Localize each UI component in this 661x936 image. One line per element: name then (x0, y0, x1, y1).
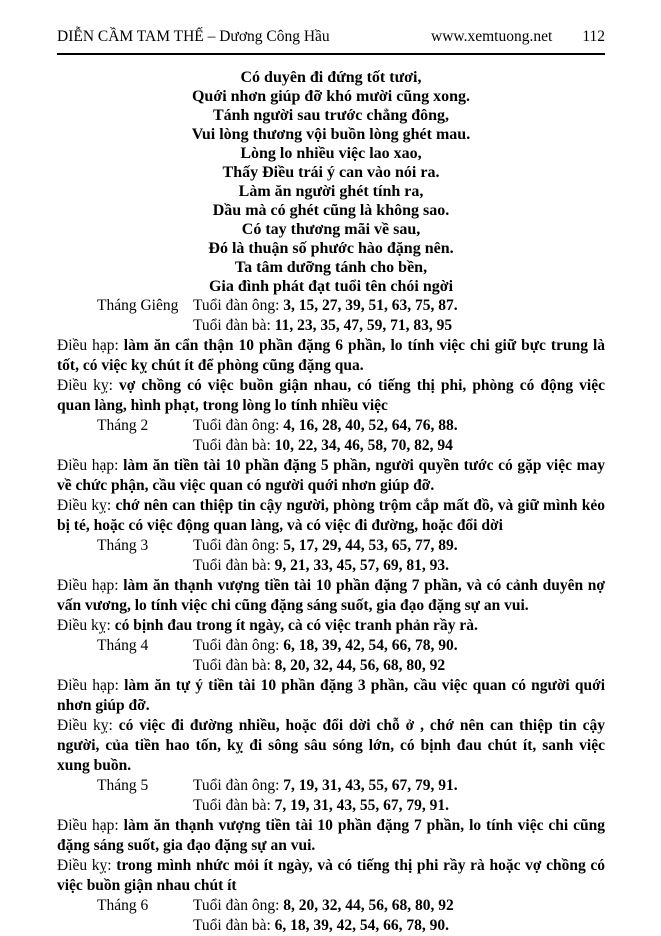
men-ages-row (57, 636, 605, 656)
men-ages-row (57, 776, 605, 796)
men-ages-row (57, 416, 605, 436)
women-ages-row (57, 916, 605, 936)
men-ages-line (193, 296, 458, 316)
ky-paragraph (57, 496, 605, 536)
month-name: Tháng 4 (97, 637, 149, 654)
poem-line: Quới nhơn giúp đỡ khó mười cũng xong. (191, 88, 471, 105)
women-ages-label: Tuổi đàn bà: (193, 317, 271, 334)
poem-line: Làm ăn người ghét tính ra, (238, 183, 424, 200)
men-ages-row (57, 896, 605, 916)
month-name: Tháng 6 (97, 897, 149, 914)
month-name-spacer (97, 436, 193, 456)
men-ages-row (57, 536, 605, 556)
ky-label: Điều kỵ: (57, 857, 112, 874)
hap-text: làm ăn thạnh vượng tiền tài 10 phần đặng 7 phần, lo tính việc chi cũng đặng sáng suốt, gia đạo đặng sự an vui. (57, 817, 605, 854)
poem-line: Ta tâm dưỡng tánh cho bền, (234, 259, 428, 276)
men-ages-label: Tuổi đàn ông: (193, 637, 280, 654)
hap-text: làm ăn thạnh vượng tiền tài 10 phần đặng 7 phần, và có cảnh duyên nợ vấn vương, lo tính việc chi cũng đặng sáng suốt, gia đạo đặng sự an vui. (57, 577, 605, 614)
page-number: 112 (582, 28, 605, 45)
men-ages-label: Tuổi đàn ông: (193, 897, 280, 914)
hap-text: làm ăn cẩn thận 10 phần đặng 6 phần, lo tính việc chi giữ bực trung là tốt, có việc kỵ chút ít để phòng cũng đặng qua. (57, 337, 605, 374)
month-section-giieng (57, 296, 605, 416)
women-ages-label: Tuổi đàn bà: (193, 657, 271, 674)
women-ages-row (57, 436, 605, 456)
women-ages-values: 10, 22, 34, 46, 58, 70, 82, 94 (274, 437, 453, 454)
poem-line: Thấy Điều trái ý can vào nói ra. (222, 164, 440, 181)
hap-text: làm ăn tiền tài 10 phần đặng 5 phần, người quyền tước có gặp việc may về chức phận, cầu việc quan có người quới nhơn giúp đỡ. (57, 457, 605, 494)
ky-text: có việc đi đường nhiều, hoặc đổi dời chỗ ở , chớ nên can thiệp tin cậy người, của tiền hao tốn, kỵ đi sông sâu sóng lớn, có bịnh đau chút ít, sanh việc xung buồn. (57, 717, 606, 774)
women-ages-row (57, 556, 605, 576)
month-name: Tháng 5 (97, 777, 149, 794)
hap-label: Điều hạp: (57, 677, 119, 694)
poem-line: Đó là thuận số phước hào đặng nên. (208, 240, 454, 257)
hap-paragraph (57, 456, 605, 496)
men-ages-line (193, 636, 458, 656)
men-ages-row (57, 296, 605, 316)
month-name-spacer (97, 556, 193, 576)
women-ages-values: 9, 21, 33, 45, 57, 69, 81, 93. (274, 557, 450, 574)
ky-paragraph (57, 376, 605, 416)
ky-label: Điều kỵ: (57, 717, 113, 734)
men-ages-label: Tuổi đàn ông: (193, 777, 280, 794)
month-section-6 (57, 896, 605, 936)
men-ages-values: 3, 15, 27, 39, 51, 63, 75, 87. (283, 297, 458, 314)
hap-paragraph (57, 676, 605, 716)
women-ages-line (193, 916, 449, 936)
month-name-spacer (97, 316, 193, 336)
women-ages-row (57, 656, 605, 676)
women-ages-label: Tuổi đàn bà: (193, 797, 271, 814)
hap-label: Điều hạp: (57, 457, 119, 474)
ky-paragraph (57, 856, 605, 896)
ky-paragraph (57, 616, 605, 636)
month-name: Tháng 3 (97, 537, 149, 554)
poem-line: Có tay thương mãi về sau, (241, 221, 421, 238)
month-section-5 (57, 776, 605, 896)
women-ages-values: 11, 23, 35, 47, 59, 71, 83, 95 (274, 317, 453, 334)
month-name: Tháng Giêng (97, 297, 179, 314)
men-ages-values: 4, 16, 28, 40, 52, 64, 76, 88. (283, 417, 458, 434)
book-title: DIỄN CẦM TAM THẾ – Dương Công Hầu (57, 28, 330, 45)
men-ages-line (193, 896, 454, 916)
women-ages-row (57, 316, 605, 336)
women-ages-line (193, 436, 453, 456)
women-ages-label: Tuổi đàn bà: (193, 917, 271, 934)
ky-label: Điều kỵ: (57, 377, 113, 394)
poem-line: Vui lòng thương vội buồn lòng ghét mau. (191, 126, 471, 143)
women-ages-line (193, 556, 449, 576)
women-ages-line (193, 656, 445, 676)
ky-text: có bịnh đau trong ít ngày, cà có việc tranh phản rầy rà. (114, 617, 478, 634)
ky-label: Điều kỵ: (57, 617, 111, 634)
men-ages-values: 8, 20, 32, 44, 56, 68, 80, 92 (283, 897, 454, 914)
month-name-spacer (97, 656, 193, 676)
hap-label: Điều hạp: (57, 337, 119, 354)
month-section-4 (57, 636, 605, 776)
month-section-3 (57, 536, 605, 636)
website-text: www.xemtuong.net (431, 28, 553, 45)
men-ages-values: 6, 18, 39, 42, 54, 66, 78, 90. (283, 637, 458, 654)
men-ages-label: Tuổi đàn ông: (193, 417, 280, 434)
ky-text: trong mình nhức mỏi ít ngày, và có tiếng thị phi rầy rà hoặc vợ chồng có việc buồn giận nhau chút ít (57, 857, 606, 894)
poem-line: Lòng lo nhiều việc lao xao, (240, 145, 422, 162)
men-ages-values: 7, 19, 31, 43, 55, 67, 79, 91. (283, 777, 458, 794)
men-ages-label: Tuổi đàn ông: (193, 537, 280, 554)
women-ages-line (193, 316, 452, 336)
men-ages-line (193, 416, 458, 436)
poem-line: Gia đình phát đạt tuổi tên chói ngời (208, 278, 454, 295)
women-ages-values: 7, 19, 31, 43, 55, 67, 79, 91. (274, 797, 450, 814)
poem-line: Dầu mà có ghét cũng là không sao. (212, 202, 450, 219)
hap-paragraph (57, 816, 605, 856)
month-name: Tháng 2 (97, 417, 149, 434)
hap-label: Điều hạp: (57, 817, 119, 834)
ky-paragraph (57, 716, 605, 776)
women-ages-row (57, 796, 605, 816)
ky-label: Điều kỵ: (57, 497, 112, 514)
hap-text: làm ăn tự ý tiền tài 10 phần đặng 3 phần, cầu việc quan có người quới nhơn giúp đỡ. (57, 677, 605, 714)
men-ages-values: 5, 17, 29, 44, 53, 65, 77, 89. (283, 537, 458, 554)
header-divider (57, 53, 605, 55)
women-ages-label: Tuổi đàn bà: (193, 557, 271, 574)
men-ages-line (193, 776, 458, 796)
page-header (57, 28, 605, 46)
women-ages-label: Tuổi đàn bà: (193, 437, 271, 454)
hap-label: Điều hạp: (57, 577, 119, 594)
poem-line: Có duyên đi đứng tốt tươi, (240, 69, 422, 86)
ky-text: vợ chồng có việc buồn giận nhau, có tiếng thị phi, phòng có động việc quan làng, hình phạt, trong lòng lo tính nhiều việc (57, 377, 606, 414)
poem-line: Tánh người sau trước chẳng đông, (212, 107, 450, 124)
women-ages-line (193, 796, 449, 816)
women-ages-values: 6, 18, 39, 42, 54, 66, 78, 90. (274, 917, 450, 934)
women-ages-values: 8, 20, 32, 44, 56, 68, 80, 92 (274, 657, 446, 674)
month-section-2 (57, 416, 605, 536)
hap-paragraph (57, 576, 605, 616)
ky-text: chớ nên can thiệp tin cậy người, phòng trộm cắp mất đồ, và giữ mình kẻo bị té, hoặc có việc động quan làng, và có việc đi đường, hoặc đổi dời (57, 497, 605, 534)
poem (57, 68, 605, 296)
hap-paragraph (57, 336, 605, 376)
month-name-spacer (97, 796, 193, 816)
men-ages-line (193, 536, 458, 556)
men-ages-label: Tuổi đàn ông: (193, 297, 280, 314)
month-name-spacer (97, 916, 193, 936)
